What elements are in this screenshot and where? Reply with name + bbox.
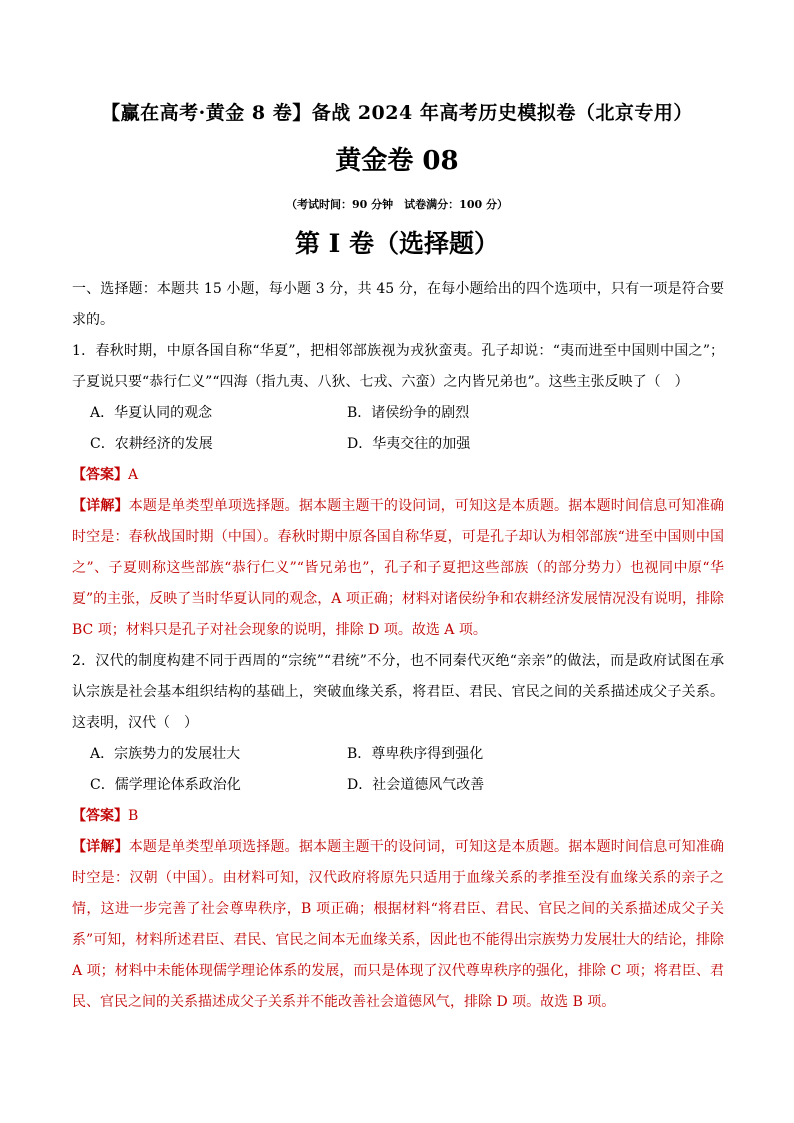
question-stem: 1．春秋时期，中原各国自称“华夏”，把相邻部族视为戎狄蛮夷。孔子却说：“夷而进至中国则中国之”；子夏说只要“恭行仁义”“四海（指九夷、八狄、七戎、六蛮）之内皆兄弟也”。这些主张反映了（ ） [72,343,724,390]
option-d: D．社会道德风气改善 [347,777,485,793]
question-2 [72,646,724,1018]
answer-value: B [128,808,139,824]
detail-text: 本题是单类型单项选择题。据本题主题干的设问词，可知这是本质题。据本题时间信息可知准确时空是：汉朝（中国）。由材料可知，汉代政府将原先只适用于血缘关系的孝推至没有血缘关系的亲子之情，这进一步完善了社会尊卑秩序，B 项正确；根据材料“将君臣、君民、官民之间的关系描述成父子关系”可知，材料所述君臣、君民、官民之间本无血缘关系，因此也不能得出宗族势力发展壮大的结论，排除 A 项；材料中未能体现儒学理论体系的发展，而只是体现了汉代尊卑秩序的强化，排除 C 项；将君臣、君民、官民之间的关系描述成父子关系并不能改善社会道德风气，排除 D 项。故选 B 项。 [72,839,725,1010]
option-d: D．华夷交往的加强 [347,436,471,452]
paper-subtitle: 黄金卷 08 [335,146,459,176]
options-row [72,770,724,801]
detail-text: 本题是单类型单项选择题。据本题主题干的设问词，可知这是本质题。据本题时间信息可知准确时空是：春秋战国时期（中国）。春秋时期中原各国自称华夏，可是孔子却认为相邻部族“进至中国则中国之”、子夏则称这些部族“恭行仁义”“皆兄弟也”，孔子和子夏把这些部族（的部分势力）也视同中原“华夏”的主张，反映了当时华夏认同的观念，A 项正确；材料对诸侯纷争和农耕经济发展情况没有说明，排除 BC 项；材料只是孔子对社会现象的说明，排除 D 项。故选 A 项。 [72,498,725,638]
option-b: B．诸侯纷争的剧烈 [347,405,470,421]
option-b: B．尊卑秩序得到强化 [347,746,484,762]
answer-label: 【答案】 [72,808,128,824]
instructions: 一、选择题：本题共 15 小题，每小题 3 分，共 45 分，在每小题给出的四个选项中，只有一项是符合要求的。 [72,281,724,328]
question-stem: 2．汉代的制度构建不同于西周的“宗统”“君统”不分，也不同秦代灭绝“亲亲”的做法，而是政府试图在承认宗族是社会基本组织结构的基础上，突破血缘关系，将君臣、君民、官民之间的关系描述成父子关系。这表明，汉代（ ） [72,653,724,731]
question-1 [72,336,724,646]
option-c: C．儒学理论体系政治化 [90,777,241,793]
exam-info: （考试时间：90 分钟 试卷满分：100 分） [286,198,508,211]
section-title: 第 I 卷（选择题） [294,229,500,258]
content-body [72,274,724,1018]
option-a: A．宗族势力的发展壮大 [90,746,241,762]
answer-line [72,460,724,491]
detail-label: 【详解】 [72,498,129,514]
detail-paragraph [72,491,724,646]
detail-paragraph [72,832,724,1018]
option-c: C．农耕经济的发展 [90,436,213,452]
options-row [72,398,724,429]
detail-label: 【详解】 [72,839,129,855]
paper-title: 【赢在高考·黄金 8 卷】备战 2024 年高考历史模拟卷（北京专用） [101,102,693,124]
option-a: A．华夏认同的观念 [90,405,213,421]
answer-value: A [128,467,139,483]
answer-line [72,801,724,832]
options-row [72,429,724,460]
options-row [72,739,724,770]
answer-label: 【答案】 [72,467,128,483]
